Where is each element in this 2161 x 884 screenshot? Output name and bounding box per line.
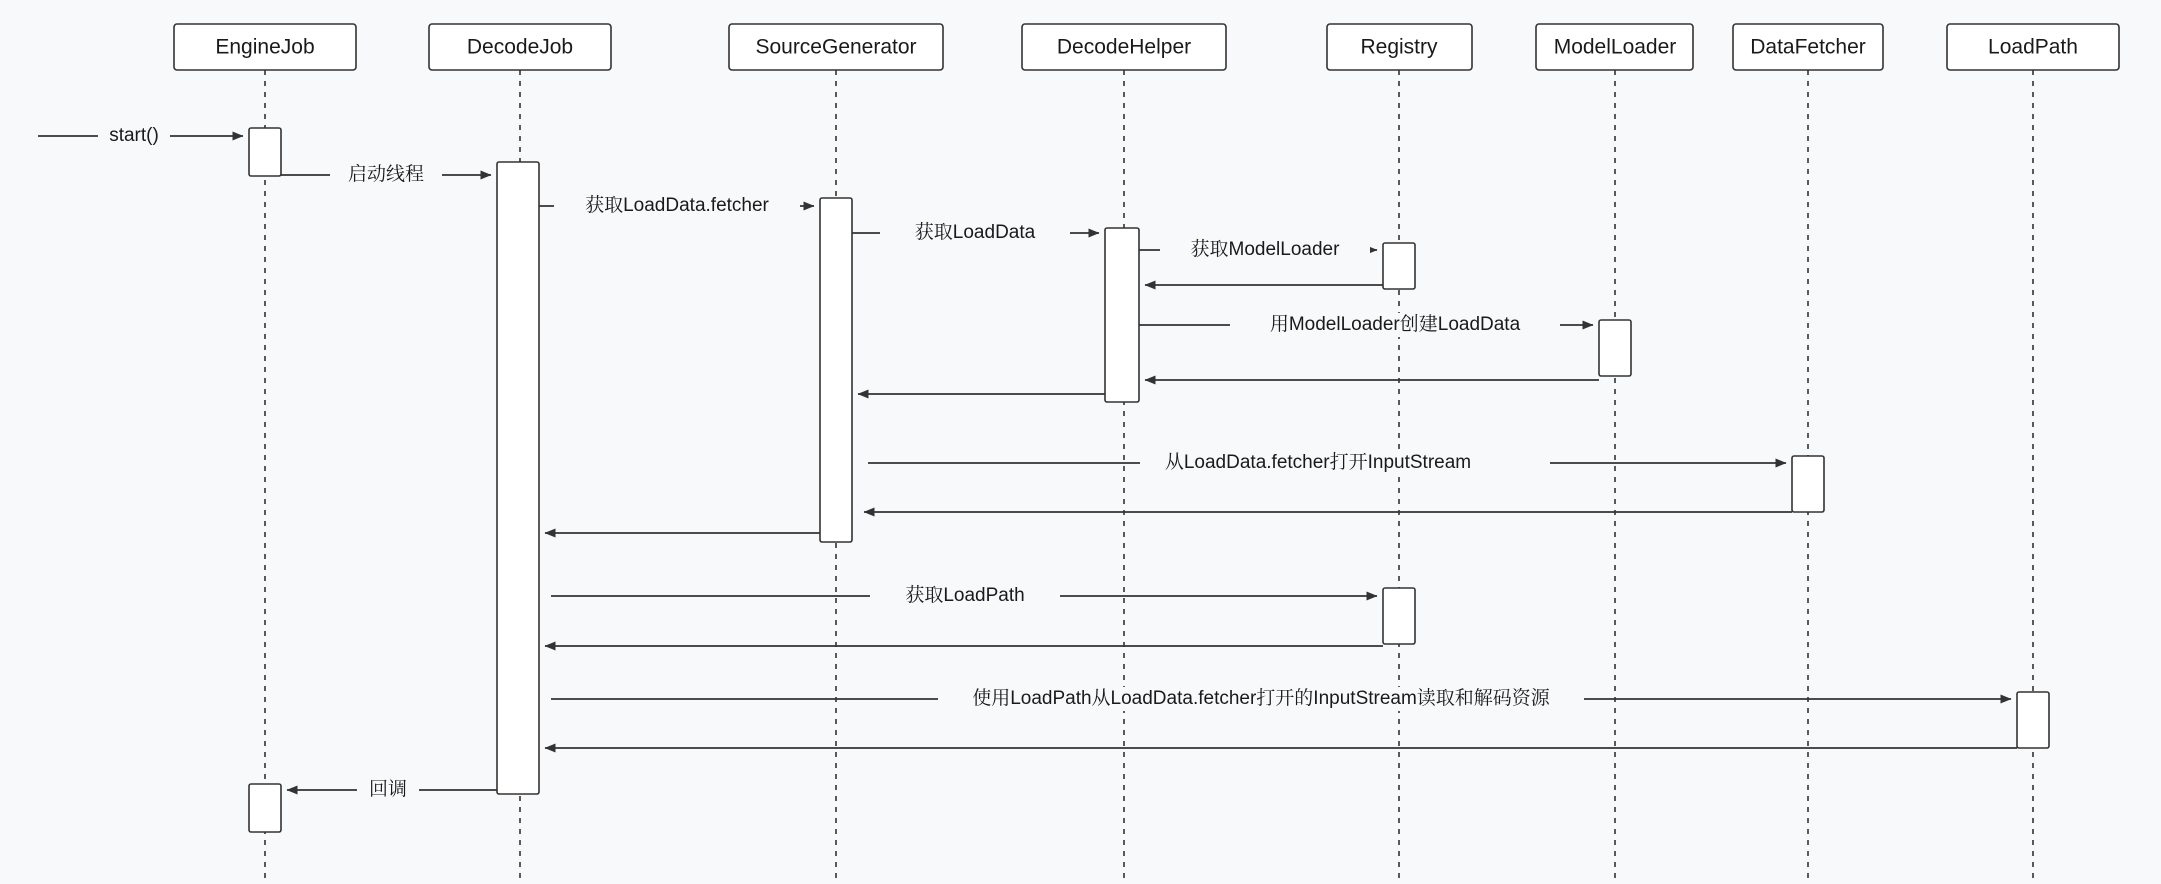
message-get-modelloader [1139, 238, 1377, 262]
actor-label-sourcegenerator: SourceGenerator [755, 35, 917, 59]
message-decode-resource [551, 687, 2011, 711]
activation-registry-loadpath [1383, 588, 1415, 644]
activation-decodehelper [1105, 228, 1139, 402]
activation-decodejob [497, 162, 539, 794]
actor-label-registry: Registry [1360, 35, 1438, 59]
actor-registry[interactable] [1327, 24, 1472, 70]
message-start-thread [281, 163, 491, 187]
message-get-loadpath [551, 584, 1377, 608]
actor-label-datafetcher: DataFetcher [1750, 35, 1866, 59]
actor-label-enginejob: EngineJob [215, 35, 315, 59]
message-get-loaddata [852, 221, 1099, 245]
actor-label-modelloader: ModelLoader [1553, 35, 1677, 59]
activation-loadpath [2017, 692, 2049, 748]
activation-registry-modelloader [1383, 243, 1415, 289]
actor-label-loadpath: LoadPath [1988, 35, 2078, 59]
actor-decodejob[interactable] [429, 24, 611, 70]
actor-loadpath[interactable] [1947, 24, 2119, 70]
activations [249, 128, 2049, 832]
actor-datafetcher[interactable] [1733, 24, 1883, 70]
message-label-open-inputstream: 从LoadData.fetcher打开InputStream [1164, 452, 1472, 474]
message-label-start-thread: 启动线程 [347, 164, 425, 186]
message-callback [287, 778, 497, 802]
activation-sourcegenerator [820, 198, 852, 542]
actor-enginejob[interactable] [174, 24, 356, 70]
message-start [38, 124, 243, 148]
actor-label-decodejob: DecodeJob [466, 35, 574, 59]
message-get-loaddata-fetcher [539, 194, 814, 218]
activation-enginejob-callback [249, 784, 281, 832]
message-create-loaddata [1139, 313, 1593, 337]
actor-modelloader[interactable] [1536, 24, 1693, 70]
activation-modelloader [1599, 320, 1631, 376]
message-label-create-loaddata: 用ModelLoader创建LoadData [1269, 314, 1521, 336]
actor-decodehelper[interactable] [1022, 24, 1226, 70]
actor-label-decodehelper: DecodeHelper [1056, 35, 1192, 59]
message-label-get-loadpath: 获取LoadPath [905, 585, 1025, 607]
activation-enginejob-start [249, 128, 281, 176]
message-label-decode-resource: 使用LoadPath从LoadData.fetcher打开的InputStream读取和解码资源 [972, 688, 1550, 710]
message-label-get-loaddata-fetcher: 获取LoadData.fetcher [585, 195, 769, 217]
message-label-get-modelloader: 获取ModelLoader [1190, 239, 1340, 261]
message-label-get-loaddata: 获取LoadData [914, 222, 1036, 244]
message-label-start: start() [109, 125, 159, 147]
actor-sourcegenerator[interactable] [729, 24, 943, 70]
activation-datafetcher [1792, 456, 1824, 512]
message-open-inputstream [868, 451, 1786, 475]
message-label-callback: 回调 [368, 779, 408, 801]
